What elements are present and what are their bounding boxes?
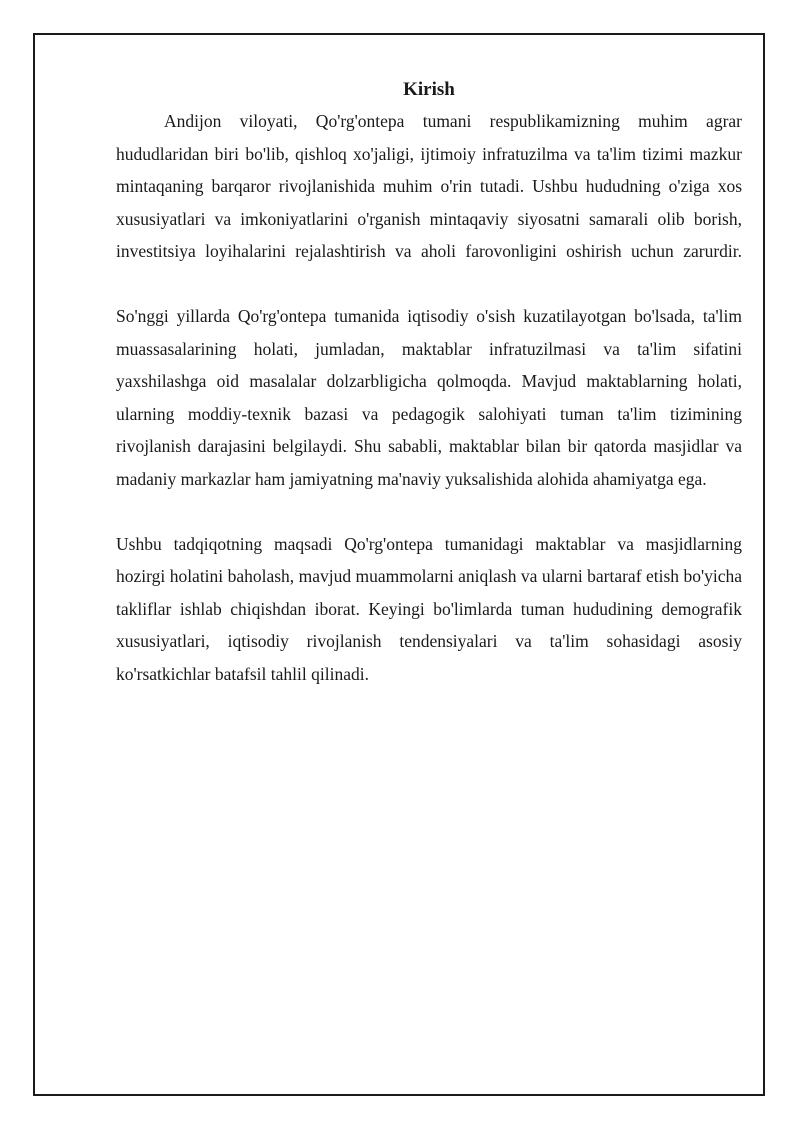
paragraph-gap — [116, 268, 742, 301]
paragraph-aim: Ushbu tadqiqotning maqsadi Qo'rg'ontepa tumanidagi maktablar va masjidlarning hozirgi holatini baholash, mavjud muammolarni aniqlash va ularni bartaraf etish bo'yicha takliflar ishlab chiqishdan iborat. Keyingi bo'limlarda tuman hududining demografik xususiyatlari, iqtisodiy rivojlanish tendensiyalari va ta'lim sohasidagi asosiy ko'rsatkichlar batafsil tahlil qilinadi. — [116, 533, 742, 684]
paragraph-intro: Andijon viloyati, Qo'rg'ontepa tumani respublikamizning muhim agrar hududlaridan biri bo'lib, qishloq xo'jaligi, ijtimoiy infratuzilma va ta'lim tizimi mazkur mintaqaning barqaror rivojlanishida muhim o'rin tutadi. Ushbu hududning o'ziga xos xususiyatlari va imkoniyatlarini o'rganish mintaqaviy siyosatni samarali olib borish, investitsiya loyihalarini rejalashtirish va aholi farovonligini oshirish uchun zarurdir. — [116, 111, 742, 261]
paragraph-gap — [116, 495, 742, 528]
section-title: Kirish — [403, 79, 455, 100]
document-body — [116, 74, 742, 690]
paragraph-context: So'nggi yillarda Qo'rg'ontepa tumanida iqtisodiy o'sish kuzatilayotgan bo'lsada, ta'lim muassasalarining holati, jumladan, maktablar infratuzilmasi va ta'lim sifatini yaxshilashga oid masalalar dolzarbligicha qolmoqda. Mavjud maktablarning holati, ularning moddiy-texnik bazasi va pedagogik salohiyati tuman ta'lim tizimining rivojlanish darajasini belgilaydi. Shu sababli, maktablar bilan bir qatorda masjidlar va madaniy markazlar ham jamiyatning ma'naviy yuksalishida alohida ahamiyatga ega. — [116, 306, 742, 489]
